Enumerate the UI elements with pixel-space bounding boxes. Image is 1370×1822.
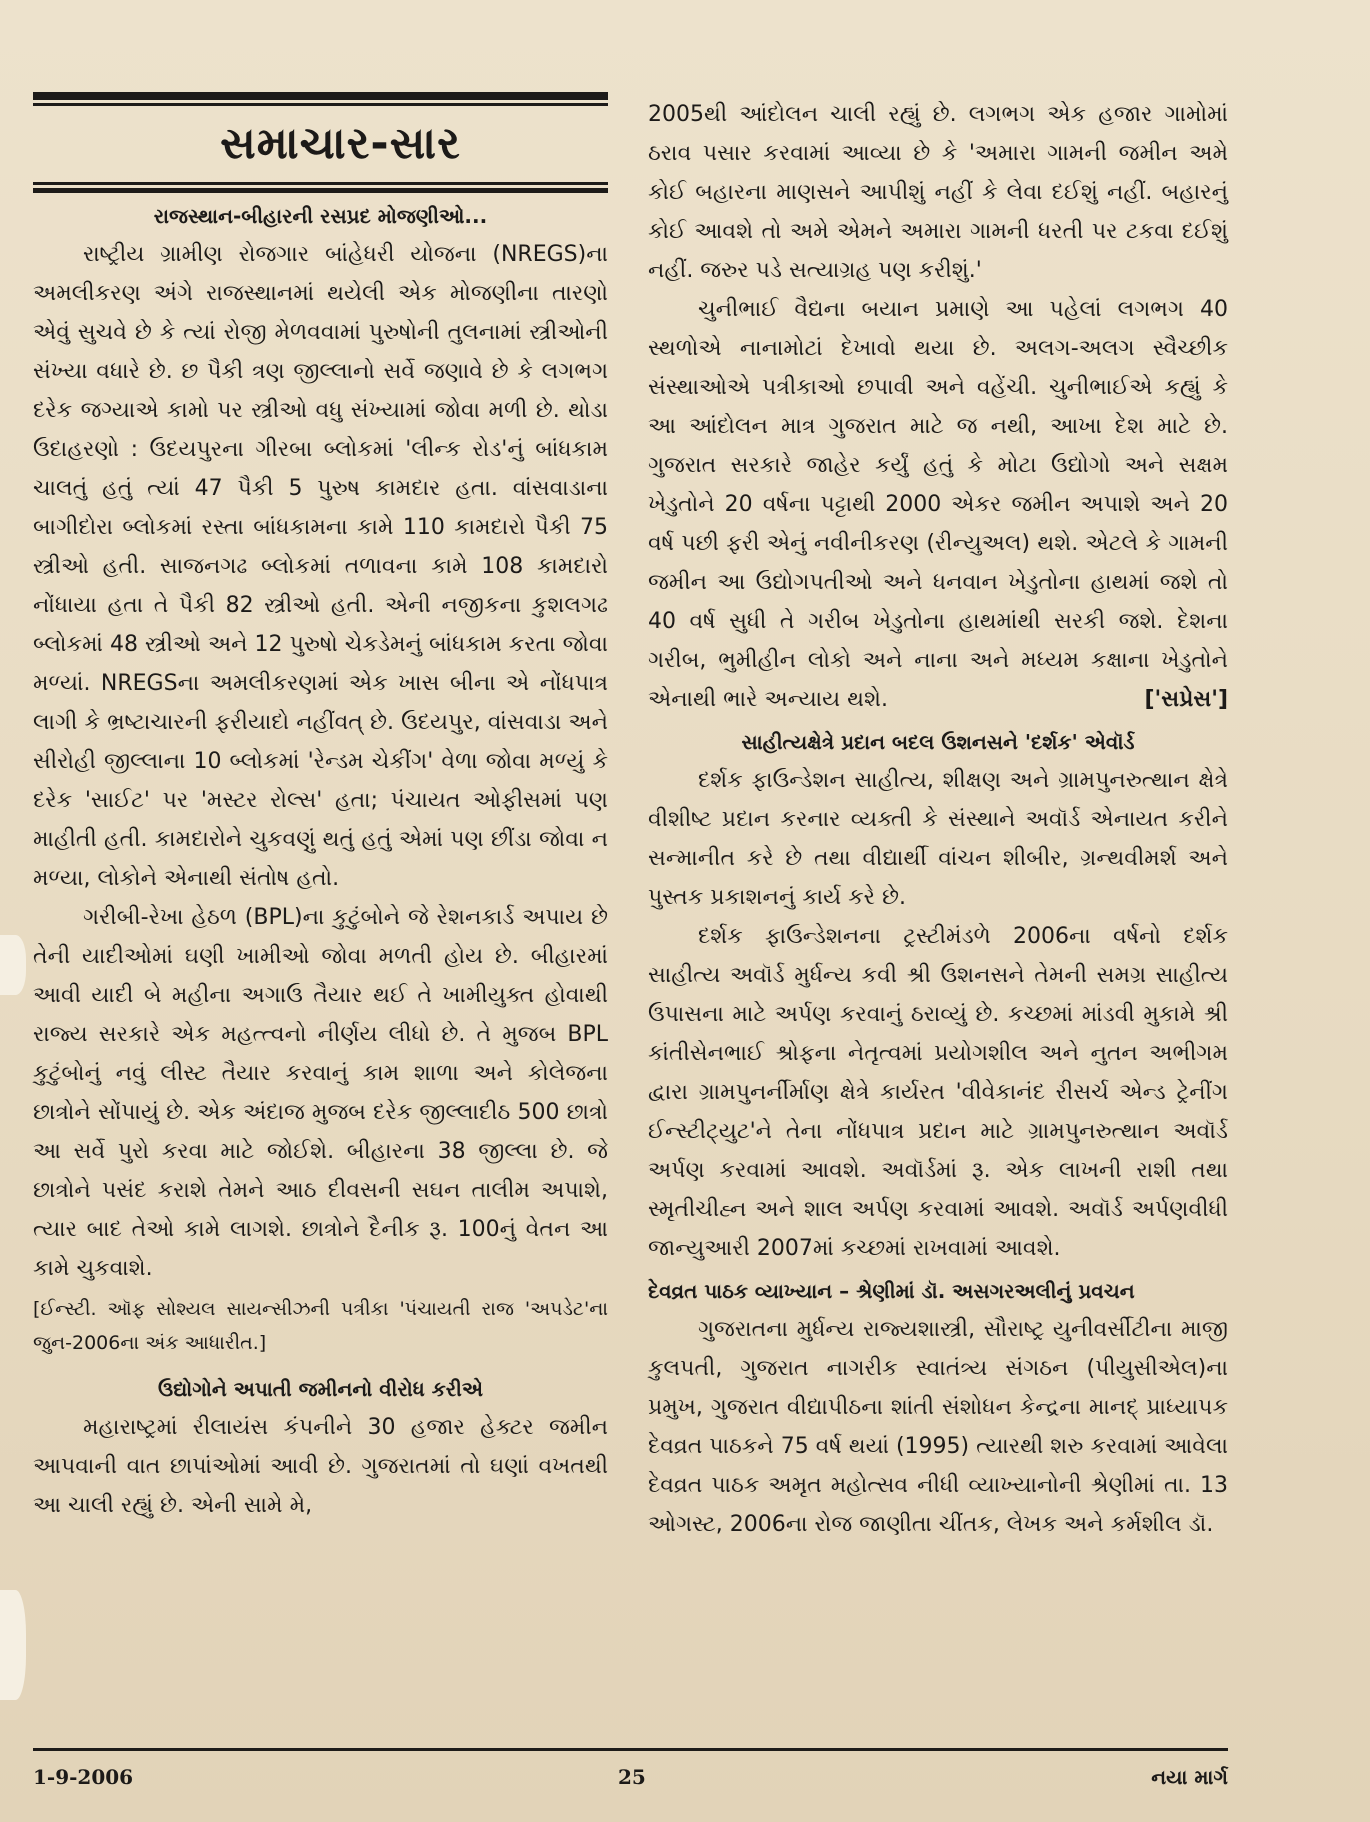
masthead-rule-bottom-thin <box>33 182 608 185</box>
left-column <box>33 92 608 1525</box>
torn-edge <box>0 1590 26 1700</box>
right-column <box>648 95 1228 1544</box>
masthead-rule-top <box>33 92 608 100</box>
article-heading: સાહીત્યક્ષેત્રે પ્રદાન બદલ ઉશનસને 'દર્શક' એવૉર્ડ <box>741 730 1135 754</box>
section-masthead: સમાચાર-સાર <box>220 118 461 169</box>
article-heading: રાજસ્થાન-બીહારની રસપ્રદ મોજણીઓ... <box>153 204 488 228</box>
page-number: 25 <box>618 1765 646 1789</box>
article-paragraph-text: ચુનીભાઈ વૈદ્યના બયાન પ્રમાણે આ પહેલાં લગભગ 40 સ્થળોએ નાનામોટાં દેખાવો થયા છે. અલગ-અલગ સ્વૈચ્છીક સંસ્થાઓએ પત્રીકાઓ છપાવી અને વહેંચી. ચુનીભાઈએ કહ્યું કે આ આંદોલન માત્ર ગુજરાત માટે જ નથી, આખા દેશ માટે છે. ગુજરાત સરકારે જાહેર કર્યું હતું કે મોટા ઉદ્યોગો અને સક્ષમ ખેડુતોને 20 વર્ષના પટ્ટાથી 2000 એકર જમીન અપાશે અને 20 વર્ષ પછી ફરી એનું નવીનીકરણ (રીન્યુઅલ) થશે. એટલે કે ગામની જમીન આ ઉદ્યોગપતીઓ અને ધનવાન ખેડુતોના હાથમાં જશે તો 40 વર્ષ સુધી તે ગરીબ ખેડુતોના હાથમાંથી સરકી જશે. દેશના ગરીબ, ભુમીહીન લોકો અને નાના અને મધ્યમ કક્ષાના ખેડુતોને એનાથી ભારે અન્યાય થશે. <box>648 297 1228 712</box>
article-paragraph: મહારાષ્ટ્રમાં રીલાયંસ કંપનીને 30 હજાર હેક્ટર જમીન આપવાની વાત છાપાંઓમાં આવી છે. ગુજરાતમાં તો ઘણાં વખતથી આ ચાલી રહ્યું છે. એની સામે મે, <box>33 1415 608 1518</box>
torn-edge <box>0 935 26 995</box>
article-paragraph <box>648 290 1228 719</box>
article-paragraph: ગરીબી-રેખા હેઠળ (BPL)ના કુટુંબોને જે રેશનકાર્ડ અપાય છે તેની યાદીઓમાં ઘણી ખામીઓ જોવા મળતી હોય છે. બીહારમાં આવી યાદી બે મહીના અગાઉ તૈયાર થઈ તે ખામીયુક્ત હોવાથી રાજ્ય સરકારે એક મહત્ત્વનો નીર્ણય લીધો છે. તે મુજબ BPL કુટુંબોનું નવું લીસ્ટ તૈયાર કરવાનું કામ શાળા અને કોલેજના છાત્રોને સોંપાયું છે. એક અંદાજ મુજબ દરેક જીલ્લાદીઠ 500 છાત્રો આ સર્વે પુરો કરવા માટે જોઈશે. બીહારના 38 જીલ્લા છે. જે છાત્રોને પસંદ કરાશે તેમને આઠ દીવસની સઘન તાલીમ અપાશે, ત્યાર બાદ તેઓ કામે લાગશે. છાત્રોને દૈનીક રૂ. 100નું વેતન આ કામે ચુકવાશે. <box>33 905 608 1281</box>
article-heading: ઉદ્યોગોને અપાતી જમીનનો વીરોધ કરીએ <box>158 1377 483 1401</box>
article-paragraph: રાષ્ટ્રીય ગ્રામીણ રોજગાર બાંહેધરી યોજના (NREGS)ના અમલીકરણ અંગે રાજસ્થાનમાં થયેલી એક મોજણીના તારણો એવું સુચવે છે કે ત્યાં રોજી મેળવવામાં પુરુષોની તુલનામાં સ્ત્રીઓની સંખ્યા વધારે છે. છ પૈકી ત્રણ જીલ્લાનો સર્વે જણાવે છે કે લગભગ દરેક જગ્યાએ કામો પર સ્ત્રીઓ વધુ સંખ્યામાં જોવા મળી છે. થોડા ઉદાહરણો : ઉદયપુરના ગીરબા બ્લોકમાં 'લીન્ક રોડ'નું બાંધકામ ચાલતું હતું ત્યાં 47 પૈકી 5 પુરુષ કામદાર હતા. વાંસવાડાના બાગીદોરા બ્લોકમાં રસ્તા બાંધકામના કામે 110 કામદારો પૈકી 75 સ્ત્રીઓ હતી. સાજનગઢ બ્લોકમાં તળાવના કામે 108 કામદારો નોંધાયા હતા તે પૈકી 82 સ્ત્રીઓ હતી. એની નજીકના કુશલગઢ બ્લોકમાં 48 સ્ત્રીઓ અને 12 પુરુષો ચેકડેમનું બાંધકામ કરતા જોવા મળ્યાં. NREGSના અમલીકરણમાં એક ખાસ બીના એ નોંધપાત્ર લાગી કે ભ્રષ્ટાચારની ફરીયાદો નહીંવત્ છે. ઉદયપુર, વાંસવાડા અને સીરોહી જીલ્લાના 10 બ્લોકમાં 'રેન્ડમ ચેકીંગ' વેળા જોવા મળ્યું કે દરેક 'સાઈટ' પર 'મસ્ટર રોલ્સ' હતા; પંચાયત ઓફીસમાં પણ માહીતી હતી. કામદારોને ચુકવણું થતું હતું એમાં પણ છીંડા જોવા ન મળ્યા, લોકોને એનાથી સંતોષ હતો. <box>33 242 608 891</box>
masthead-rule-bottom <box>33 188 608 193</box>
press-credit: ['સપ્રેસ'] <box>1144 687 1228 712</box>
article-paragraph: દર્શક ફાઉન્ડેશન સાહીત્ય, શીક્ષણ અને ગ્રામપુનરુત્થાન ક્ષેત્રે વીશીષ્ટ પ્રદાન કરનાર વ્યક્તી કે સંસ્થાને અવૉર્ડ એનાયત કરીને સન્માનીત કરે છે તથા વીદ્યાર્થી વાંચન શીબીર, ગ્રન્થવીમર્શ અને પુસ્તક પ્રકાશનનું કાર્ય કરે છે. <box>648 768 1228 910</box>
article-paragraph: દર્શક ફાઉન્ડેશનના ટ્રસ્ટીમંડળે 2006ના વર્ષનો દર્શક સાહીત્ય અવૉર્ડ મુર્ધન્ય કવી શ્રી ઉશનસને તેમની સમગ્ર સાહીત્ય ઉપાસના માટે અર્પણ કરવાનું ઠરાવ્યું છે. કચ્છમાં માંડવી મુકામે શ્રી કાંતીસેનભાઈ શ્રોફના નેતૃત્વમાં પ્રયોગશીલ અને નુતન અભીગમ દ્વારા ગ્રામપુનર્નીર્માણ ક્ષેત્રે કાર્યરત 'વીવેકાનંદ રીસર્ચ એન્ડ ટ્રેનીંગ ઈન્સ્ટીટ્યુટ'ને તેના નોંધપાત્ર પ્રદાન માટે ગ્રામપુનરુત્થાન અવૉર્ડ અર્પણ કરવામાં આવશે. અવૉર્ડમાં રૂ. એક લાખની રાશી તથા સ્મૃતીચીહ્ન અને શાલ અર્પણ કરવામાં આવશે. અવૉર્ડ અર્પણવીધી જાન્યુઆરી 2007માં કચ્છમાં રાખવામાં આવશે. <box>648 924 1228 1261</box>
magazine-name: નયા માર્ગ <box>1151 1765 1228 1789</box>
page-footer <box>33 1748 1228 1789</box>
article-paragraph: 2005થી આંદોલન ચાલી રહ્યું છે. લગભગ એક હજાર ગામોમાં ઠરાવ પસાર કરવામાં આવ્યા છે કે 'અમારા ગામની જમીન અમે કોઈ બહારના માણસને આપીશું નહીં કે લેવા દઈશું નહીં. બહારનું કોઈ આવશે તો અમે એમને અમારા ગામની ધરતી પર ટકવા દઈશું નહીં. જરુર પડે સત્યાગ્રહ પણ કરીશું.' <box>648 102 1228 283</box>
source-note: [ઈન્સ્ટી. ઑફ સોશ્યલ સાયન્સીઝની પત્રીકા 'પંચાયતી રાજ 'અપડેટ'ના જુન-2006ના અંક આધારીત.] <box>33 1298 608 1354</box>
issue-date: 1-9-2006 <box>33 1765 134 1789</box>
article-heading: દેવવ્રત પાઠક વ્યાખ્યાન – શ્રેણીમાં ડૉ. અસગરઅલીનું પ્રવચન <box>648 1279 1135 1303</box>
article-paragraph: ગુજરાતના મુર્ધન્ય રાજ્યશાસ્ત્રી, સૌરાષ્ટ્ર યુનીવર્સીટીના માજી કુલપતી, ગુજરાત નાગરીક સ્વાતંત્ર્ય સંગઠન (પીયુસીએલ)ના પ્રમુખ, ગુજરાત વીદ્યાપીઠના શાંતી સંશોધન કેન્દ્રના માનદ્ પ્રાધ્યાપક દેવવ્રત પાઠકને 75 વર્ષ થયાં (1995) ત્યારથી શરુ કરવામાં આવેલા દેવવ્રત પાઠક અમૃત મહોત્સવ નીધી વ્યાખ્યાનોની શ્રેણીમાં તા. 13 ઓગસ્ટ, 2006ના રોજ જાણીતા ચીંતક, લેખક અને કર્મશીલ ડૉ. <box>648 1317 1228 1537</box>
